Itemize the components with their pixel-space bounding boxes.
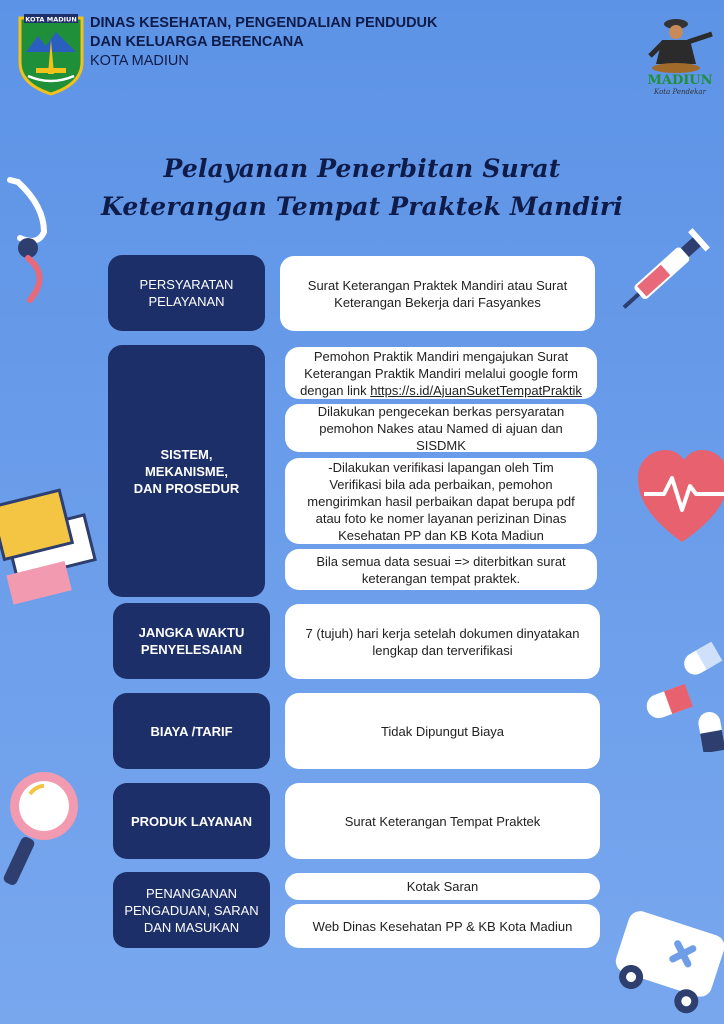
- books-icon: [0, 484, 100, 614]
- pills-icon: [640, 642, 724, 752]
- label-persyaratan-pelayanan: PERSYARATAN PELAYANAN: [108, 255, 265, 331]
- svg-text:MADIUN: MADIUN: [647, 73, 713, 88]
- box-jangka-waktu: 7 (tujuh) hari kerja setelah dokumen dinyatakan lengkap dan terverifikasi: [285, 604, 600, 679]
- label-sistem-mekanisme-prosedur: SISTEM, MEKANISME, DAN PROSEDUR: [108, 345, 265, 597]
- label-biaya-tarif: BIAYA /TARIF: [113, 693, 270, 769]
- label-produk-layanan: PRODUK LAYANAN: [113, 783, 270, 859]
- box-sistem-step1: Pemohon Praktik Mandiri mengajukan Surat Keterangan Praktik Mandiri melalui google form dengan link https://s.id/AjuanSuketTempatPraktik: [285, 347, 597, 399]
- box-sistem-step2: Dilakukan pengecekan berkas persyaratan pemohon Nakes atau Named di ajuan dan SISDMK: [285, 404, 597, 452]
- box-web-dinas: Web Dinas Kesehatan PP & KB Kota Madiun: [285, 904, 600, 948]
- madiun-mascot-logo: [640, 12, 720, 98]
- agency-city: KOTA MADIUN: [90, 53, 189, 69]
- title-line1: Pelayanan Penerbitan Surat: [163, 154, 561, 183]
- box-sistem-step3: -Dilakukan verifikasi lapangan oleh Tim Verifikasi bila ada perbaikan, pemohon mengirimkan hasil perbaikan dapat berupa pdf atau foto ke nomer layanan perizinan Dinas Kesehatan PP dan KB Kota Madiun: [285, 458, 597, 544]
- title-line2: Keterangan Tempat Praktek Mandiri: [101, 192, 623, 221]
- kota-madiun-logo: [16, 12, 86, 96]
- box-kotak-saran: Kotak Saran: [285, 873, 600, 900]
- stethoscope-icon: [0, 176, 56, 306]
- magnifier-icon: [0, 766, 90, 896]
- box-produk-layanan: Surat Keterangan Tempat Praktek: [285, 783, 600, 859]
- svg-text:KOTA MADIUN: KOTA MADIUN: [25, 15, 77, 24]
- ambulance-icon: [600, 906, 724, 1024]
- agency-header: [90, 14, 437, 71]
- agency-name-line1: DINAS KESEHATAN, PENGENDALIAN PENDUDUK: [90, 15, 438, 31]
- box-biaya-tarif: Tidak Dipungut Biaya: [285, 693, 600, 769]
- svg-text:Kota Pendekar: Kota Pendekar: [654, 88, 706, 96]
- heart-pulse-icon: [636, 446, 724, 546]
- google-form-link[interactable]: https://s.id/AjuanSuketTempatPraktik: [370, 382, 582, 398]
- box-persyaratan: Surat Keterangan Praktek Mandiri atau Surat Keterangan Bekerja dari Fasyankes: [280, 256, 595, 331]
- label-penanganan-pengaduan: PENANGANAN PENGADUAN, SARAN DAN MASUKAN: [113, 872, 270, 948]
- syringe-icon: [610, 210, 724, 330]
- label-jangka-waktu: JANGKA WAKTU PENYELESAIAN: [113, 603, 270, 679]
- agency-name-line2: DAN KELUARGA BERENCANA: [90, 34, 304, 50]
- box-sistem-step4: Bila semua data sesuai => diterbitkan surat keterangan tempat praktek.: [285, 549, 597, 590]
